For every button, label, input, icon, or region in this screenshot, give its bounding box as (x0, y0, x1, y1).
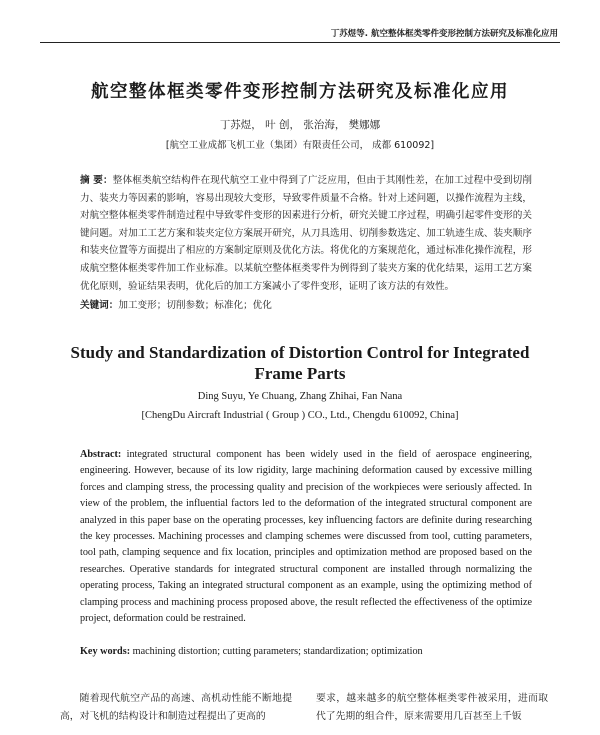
english-title: Study and Standardization of Distortion Control for Integrated Frame Parts (70, 343, 530, 383)
chinese-keywords-text: 加工变形；切削参数；标准化；优化 (118, 300, 272, 311)
body-column-left: 随着现代航空产品的高速、高机动性能不断地提高，对飞机的结构设计和制造过程提出了更高的 (60, 693, 292, 722)
english-authors: Ding Suyu, Ye Chuang, Zhang Zhihai, Fan Nana (197, 391, 403, 402)
english-keywords-label: Key words: (80, 646, 131, 657)
running-head: 丁苏煜等. 航空整体框类零件变形控制方法研究及标准化应用 (330, 29, 558, 39)
chinese-title: 航空整体框类零件变形控制方法研究及标准化应用 (91, 82, 509, 102)
english-abstract-label: Abstract: (80, 449, 122, 460)
chinese-keywords-label: 关键词： (80, 300, 119, 311)
chinese-authors: 丁苏煜， 叶 创， 张治海， 樊娜娜 (219, 119, 381, 131)
chinese-abstract-text: 整体框类航空结构件在现代航空工业中得到了广泛应用，但由于其刚性差，在加工过程中受到切削力、装夹力等因素的影响，容易出现较大变形，导致零件质量不合格。针对上述问题，以操作流程为主线，对航空整体框类零件制造过程中导致零件变形的因素进行分析，研究关键工序过程，明确引起零件变形的关键问题。对加工工艺方案和装夹定位方案展开研究，从刀具选用、切削参数选定、加工轨迹生成、装夹顺序和装夹位置等方面提出了相应的方案制定原则及优化方法。将优化的方案规范化，通过标准化操作流程，形成航空整体框类零件加工作业标准。以某航空整体框类零件为例得到了装夹方案的优化结果，运用工艺方案优化原则，验证结果表明，优化后的加工方案减小了零件变形，证明了该方法的有效性。 (80, 175, 533, 292)
english-affiliation: [ChengDu Aircraft Industrial ( Group ) CO., Ltd., Chengdu 610092, China] (141, 410, 459, 421)
chinese-affiliation: [航空工业成都飞机工业（集团）有限责任公司， 成都 610092] (165, 140, 435, 151)
chinese-keywords (80, 297, 532, 314)
english-keywords (80, 644, 532, 660)
english-keywords-text: machining distortion; cutting parameters; standardization; optimization (132, 646, 423, 657)
header-rule (40, 42, 560, 43)
chinese-abstract (80, 172, 532, 295)
body-column-right: 要求，越来越多的航空整体框类零件被采用，进而取代了先期的组合件，原来需要用几百甚至上千钣 (316, 693, 548, 722)
english-abstract-text: integrated structural component has been widely used in the field of aerospace engineering, engineering. However, because of its low rigidity, large machining deformation caused by excessive milling forces and clamping stress, the processing quality and precision of the workpieces were seriously affected. In view of the problem, the influential factors led to the deformation of the integrated structural component are analyzed in this paper base on the operating processes, key influencing factors are definite during researching the key processes. Machining processes and clamping schemes were discussed from tool, cutting parameters, tool path, clamping sequence and fix location, principles and optimization method are proposed based on the researches. Operative standards for integrated structural component are installed through normalizing the operating process, Taking an integrated structural component as an example, using the optimizing method of clamping process and machining process proposed above, the result reflected the effectiveness of the optimize project, deformation could be restrained. (80, 449, 533, 625)
chinese-abstract-label: 摘 要： (80, 175, 113, 186)
english-abstract (80, 447, 532, 627)
